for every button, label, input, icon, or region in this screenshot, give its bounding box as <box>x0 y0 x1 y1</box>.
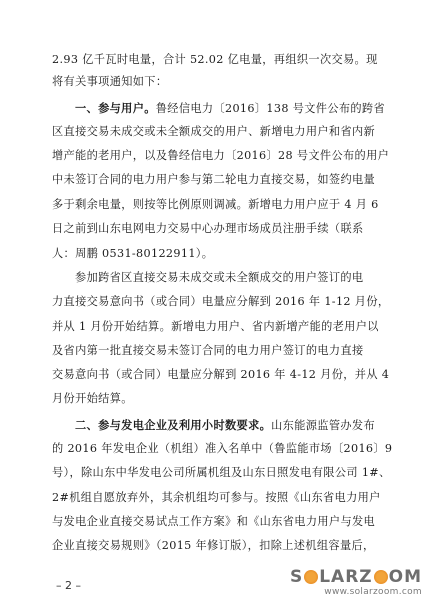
line-text: 月份开始结算。 <box>52 392 133 405</box>
section-heading: 二、参与发电企业及利用小时数要求。 <box>75 418 272 432</box>
section-heading: 一、参与用户。 <box>75 101 156 115</box>
text-line <box>52 52 404 68</box>
line-text: 的 2016 年发电企业（机组）准入名单中（鲁监能市场〔2016〕9 <box>52 442 393 455</box>
text-line <box>52 294 404 310</box>
text-line <box>52 465 404 481</box>
text-line <box>52 246 404 262</box>
line-text: 将有关事项通知如下： <box>52 75 168 88</box>
text-line <box>52 441 404 457</box>
line-text: 与发电企业直接交易试点工作方案》和《山东省电力用户与发电 <box>52 515 376 528</box>
text-line <box>52 538 404 554</box>
watermark <box>290 567 422 597</box>
text-line <box>75 270 404 286</box>
sun-o-icon <box>374 570 388 584</box>
line-text: 2#机组自愿放弃外，其余机组均可参与。按照《山东省电力用户 <box>52 491 381 504</box>
line-text: 企业直接交易规则》（2015 年修订版），扣除上述机组容量后， <box>52 539 375 552</box>
text-line <box>52 490 404 506</box>
line-text: 人：周鹏 0531-80122911）。 <box>52 247 214 260</box>
text-line <box>52 74 404 90</box>
line-text: 鲁经信电力〔2016〕138 号文件公布的跨省 <box>155 102 386 115</box>
text-line <box>75 417 404 434</box>
line-text: 号），除山东中华发电公司所属机组及山东日照发电有限公司 1#、 <box>52 466 391 479</box>
line-text: 参加跨省区直接交易未成交或未全额成交的用户签订的电 <box>75 271 364 284</box>
page-number: – 2 – <box>56 579 81 592</box>
line-text: 中未签订合同的电力用户参与第二轮电力直接交易，如签约电量 <box>52 173 376 186</box>
text-line <box>52 221 404 237</box>
line-text: 及省内第一批直接交易未签订合同的电力用户签订的电力直接 <box>52 344 364 357</box>
text-line <box>52 343 404 359</box>
line-text: 日之前到山东电网电力交易中心办理市场成员注册手续（联系 <box>52 222 364 235</box>
line-text: 交易意向书（或合同）电量应分解到 2016 年 4-12 月份，并从 4 <box>52 368 390 381</box>
text-line <box>52 319 404 335</box>
text-line <box>52 391 404 407</box>
text-line <box>75 100 404 117</box>
text-line <box>52 367 404 383</box>
watermark-logo: S LARZ OM <box>289 567 422 587</box>
line-text: 力直接交易意向书（或合同）电量应分解到 2016 年 1-12 月份， <box>52 295 390 308</box>
line-text: 区直接交易未成交或未全额成交的用户、新增电力用户和省内新 <box>52 125 376 138</box>
line-text: 多于剩余电量，则按等比例原则调减。新增电力用户应于 4 月 6 <box>52 198 379 211</box>
line-text: 2.93 亿千瓦时电量，合计 52.02 亿电量，再组织一次交易。现 <box>52 53 378 66</box>
line-text: 并从 1 月份开始结算。新增电力用户、省内新增产能的老用户以 <box>52 320 379 333</box>
text-line <box>52 124 404 140</box>
watermark-url: www.solarzoom.com <box>324 587 422 597</box>
line-text: 山东能源监管办发布 <box>271 419 375 432</box>
text-line <box>52 148 404 164</box>
line-text: 增产能的老用户，以及鲁经信电力〔2016〕28 号文件公布的用户 <box>52 149 390 162</box>
text-line <box>52 514 404 530</box>
text-line <box>52 172 404 188</box>
text-line <box>52 197 404 213</box>
sun-o-icon <box>304 570 318 584</box>
